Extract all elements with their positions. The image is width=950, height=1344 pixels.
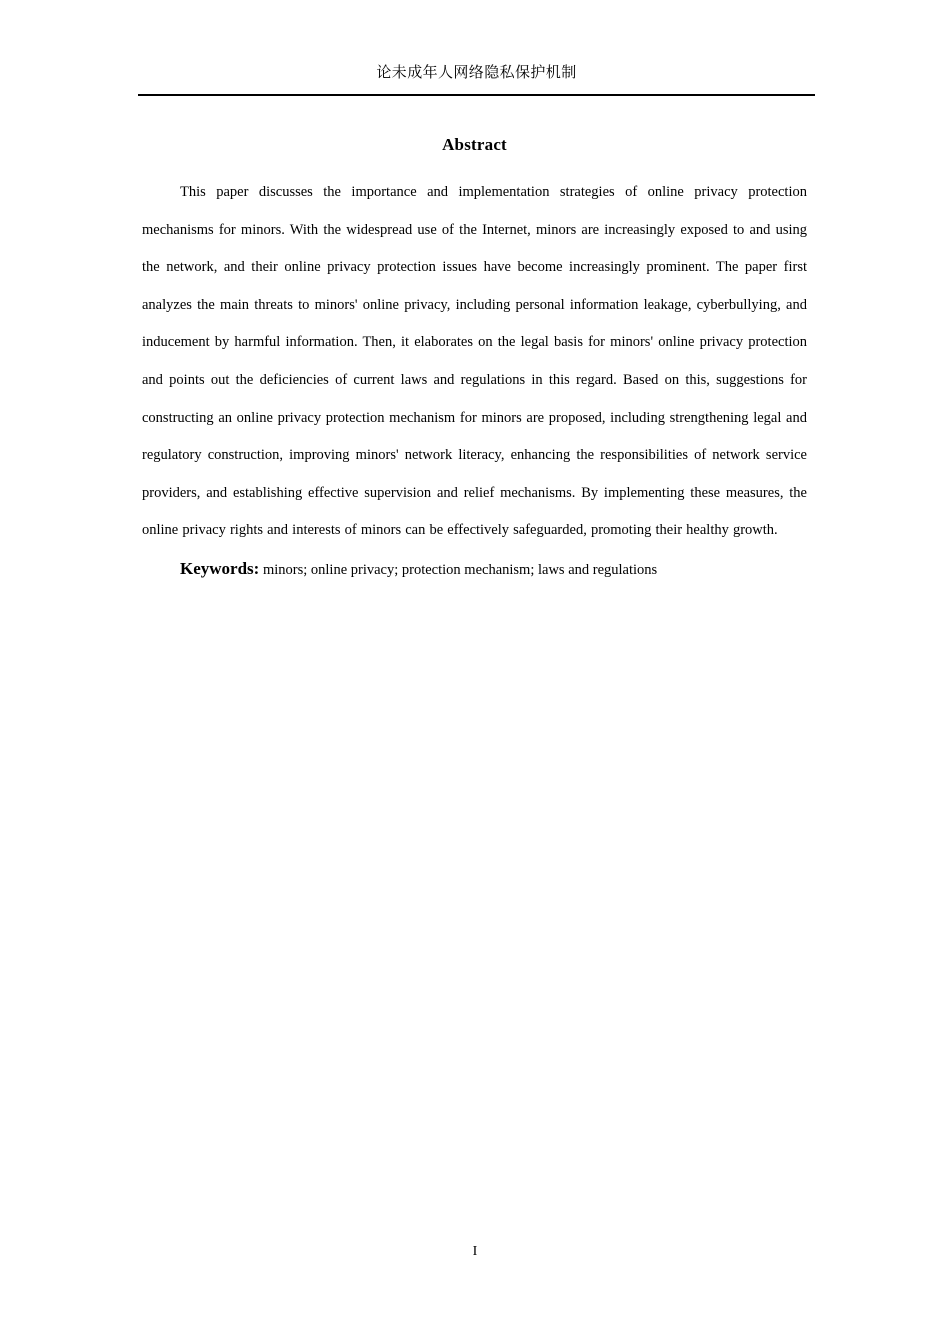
abstract-body-text: This paper discusses the importance and implementation strategies of online privacy protection mechanisms for minors. With the widespread use of the Internet, minors are increasingly exposed to and using the network, and their online privacy protection issues have become increasingly prominent. The paper first analyzes the main threats to minors' online privacy, including personal information leakage, cyberbullying, and inducement by harmful information. Then, it elaborates on the legal basis for minors' online privacy protection and points out the deficiencies of current laws and regulations in this regard. Based on this, suggestions for constructing an online privacy protection mechanism for minors are proposed, including strengthening legal and regulatory construction, improving minors' network literacy, enhancing the responsibilities of network service providers, and establishing effective supervision and relief mechanisms. By implementing these measures, the online privacy rights and interests of minors can be effectively safeguarded, promoting their healthy growth.: [142, 184, 807, 539]
header-divider-rule: [138, 94, 815, 96]
page-number: I: [472, 1244, 478, 1259]
abstract-section: [142, 130, 807, 590]
abstract-heading: Abstract: [442, 135, 507, 154]
keywords-label: Keywords:: [180, 558, 260, 578]
running-header: [138, 62, 815, 84]
running-header-text: 论未成年人网络隐私保护机制: [376, 65, 577, 81]
keywords-value: minors; online privacy; protection mechanism; laws and regulations: [262, 561, 658, 578]
keywords-line: [142, 550, 807, 590]
